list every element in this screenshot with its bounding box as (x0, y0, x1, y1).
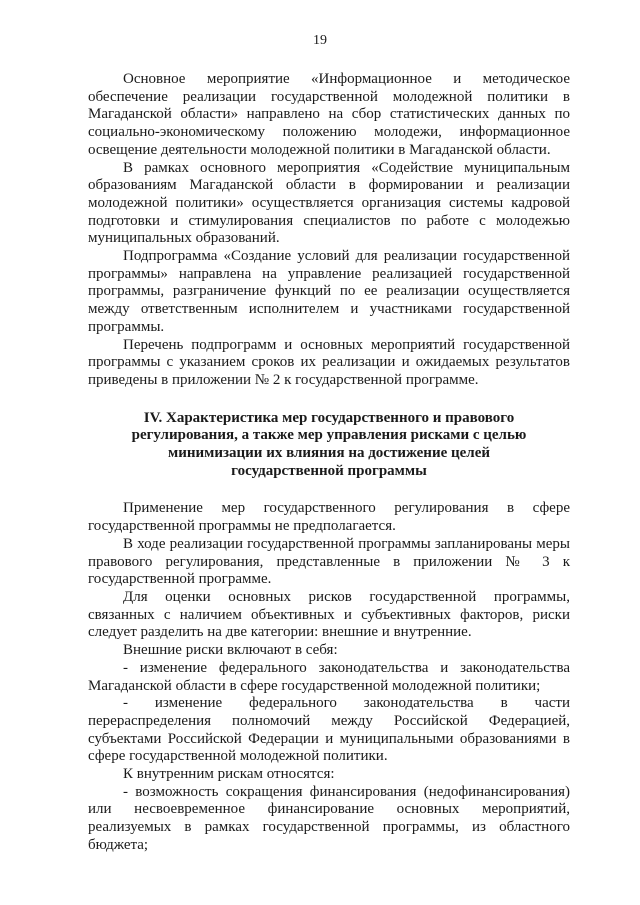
section-heading (88, 410, 570, 481)
section-heading-line: регулирования, а также мер управления рисками с целью (131, 427, 527, 444)
paragraph: Внешние риски включают в себя: (123, 642, 338, 659)
section-heading-line: государственной программы (231, 462, 427, 479)
paragraph: Перечень подпрограмм и основных мероприятий государственной программы с указанием сроков их реализации и ожидаемых результатов приведены в приложении № 2 к государственной программе. (88, 336, 570, 388)
paragraph: Применение мер государственного регулирования в сфере государственной программы не предполагается. (88, 500, 570, 535)
paragraph: В рамках основного мероприятия «Содействие муниципальным образованиям Магаданской области в формировании и реализации молодежной политики» осуществляется организация системы кадровой подготовки и стимулирования специалистов по работе с молодежью муниципальных образований. (88, 159, 570, 247)
document-body (88, 71, 570, 855)
paragraph: Подпрограмма «Создание условий для реализации государственной программы» направлена на управление реализацией государственной программы, разграничение функций по ее реализации осуществляется между ответственным исполнителем и участниками государственной программы. (88, 248, 570, 335)
paragraph: В ходе реализации государственной программы запланированы меры правового регулирования, представленные в приложении № 3 к государственной программе. (88, 535, 570, 588)
section-heading-line: минимизации их влияния на достижение целей (167, 445, 491, 462)
paragraph: Для оценки основных рисков государственной программы, связанных с наличием объективных и субъективных факторов, риски следует разделить на две категории: внешние и внутренние. (88, 588, 570, 641)
list-item: - возможность сокращения финансирования (недофинансирования) или несвоевременное финансирование основных мероприятий, реализуемых в рамках государственной программы, из областного бюджета; (88, 783, 570, 853)
paragraph: Основное мероприятие «Информационное и методическое обеспечение реализации государственной молодежной политики в Магаданской области» направлено на сбор статистических данных по социально-экономическому положению молодежи, информационное освещение деятельности молодежной политики в Магаданской области. (88, 71, 570, 158)
paragraph: К внутренним рискам относятся: (123, 766, 335, 783)
list-item: - изменение федерального законодательства и законодательства Магаданской области в сфере государственной молодежной политики; (88, 659, 570, 694)
section-heading-line: IV. Характеристика мер государственного и правового (143, 409, 515, 426)
page-number: 19 (313, 33, 327, 48)
list-item: - изменение федерального законодательства в части перераспределения полномочий между Российской Федерацией, субъектами Российской Федерации и муниципальными образованиями в сфере государственной молодежной политики. (88, 695, 570, 765)
